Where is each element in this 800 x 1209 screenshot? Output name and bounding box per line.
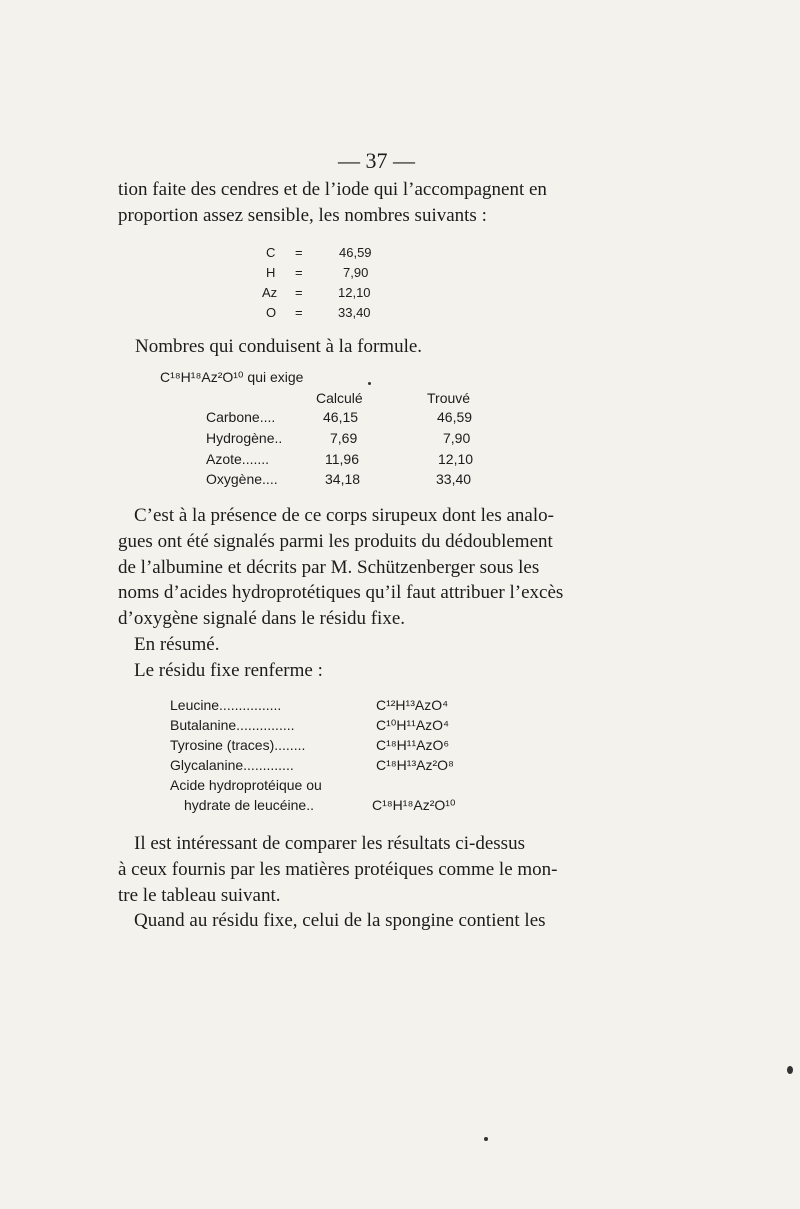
table-row-calc: 34,18 [325,471,361,487]
paragraph-2 [118,503,580,632]
table-row-found: 46,59 [437,409,473,425]
column-header-trouve: Trouvé [427,390,471,406]
equals-sign: = [295,265,303,280]
element-symbol: C [266,245,276,260]
equals-sign: = [295,245,303,260]
residue-name: Leucine................ [170,697,282,713]
residue-formula: C¹⁸H¹⁸Az²O¹⁰ [372,797,456,813]
element-value: 33,40 [338,305,371,320]
residue-name: Butalanine............... [170,717,295,733]
residue-name: Glycalanine............. [170,757,294,773]
resume-heading: En résumé. [134,634,220,655]
speck [484,1137,488,1141]
table-row-found: 33,40 [436,471,472,487]
residue-formula: C¹⁰H¹¹AzO⁴ [376,717,450,733]
element-value: 7,90 [343,265,369,280]
residue-formula: C¹⁸H¹³Az²O⁸ [376,757,454,773]
intro-line-2: proportion assez sensible, les nombres suivants : [118,204,487,226]
paragraph-4: Quand au résidu fixe, celui de la spongine contient les [134,910,546,931]
element-value: 46,59 [339,245,372,260]
paragraph-3 [118,831,580,908]
table-row-name: Hydrogène.. [206,430,283,446]
table-row-name: Azote....... [206,451,270,467]
paragraph-3-line [118,831,580,857]
residue-name: Acide hydroprotéique ou [170,777,322,793]
table-row-found: 12,10 [438,451,474,467]
paragraph-2-line: de l’albumine et décrits par M. Schützenberger sous les [118,556,540,578]
table-row-name: Carbone.... [206,409,276,425]
equals-sign: = [295,285,303,300]
intro-line-1 [118,177,580,203]
residu-heading: Le résidu fixe renferme : [134,660,323,681]
element-symbol: H [266,265,276,280]
table-row-calc: 7,69 [330,430,358,446]
page-number: — 37 — [338,148,415,173]
intro-line-1-text: tion faite des cendres et de l’iode qui l’accompagnent en [118,179,547,200]
paragraph-3-line-text: Il est intéressant de comparer les résultats ci-dessus [134,833,525,854]
paragraph-2-line: gues ont été signalés parmi les produits du dédoublement [118,530,553,552]
element-value: 12,10 [338,285,371,300]
paragraph-2-line [118,503,580,529]
element-symbol: O [266,305,277,320]
intro-paragraph [118,177,580,229]
speck [368,382,371,385]
table-row-name: Oxygène.... [206,471,278,487]
residue-name: Tyrosine (traces)........ [170,737,306,753]
table-row-found: 7,90 [443,430,471,446]
paragraph-3-line: tre le tableau suivant. [118,884,281,906]
equals-sign: = [295,305,303,320]
speck [787,1066,793,1074]
table-row-calc: 46,15 [323,409,359,425]
paragraph-2-line: noms d’acides hydroprotétiques qu’il faut attribuer l’excès [118,582,564,604]
formula-heading: Nombres qui conduisent à la formule. [135,336,423,357]
residue-formula: C¹²H¹³AzO⁴ [376,697,449,713]
element-symbol: Az [262,285,278,300]
formula-line: C¹⁸H¹⁸Az²O¹⁰ qui exige [160,369,304,385]
paragraph-3-line: à ceux fournis par les matières protéiques comme le mon- [118,858,558,880]
residue-formula: C¹⁸H¹¹AzO⁶ [376,737,450,753]
column-header-calcule: Calculé [316,390,363,406]
paragraph-2-line-text: C’est à la présence de ce corps sirupeux dont les analo- [134,505,554,526]
residue-name: hydrate de leucéine.. [184,797,314,813]
table-row-calc: 11,96 [325,451,359,467]
paragraph-2-line: d’oxygène signalé dans le résidu fixe. [118,608,406,630]
